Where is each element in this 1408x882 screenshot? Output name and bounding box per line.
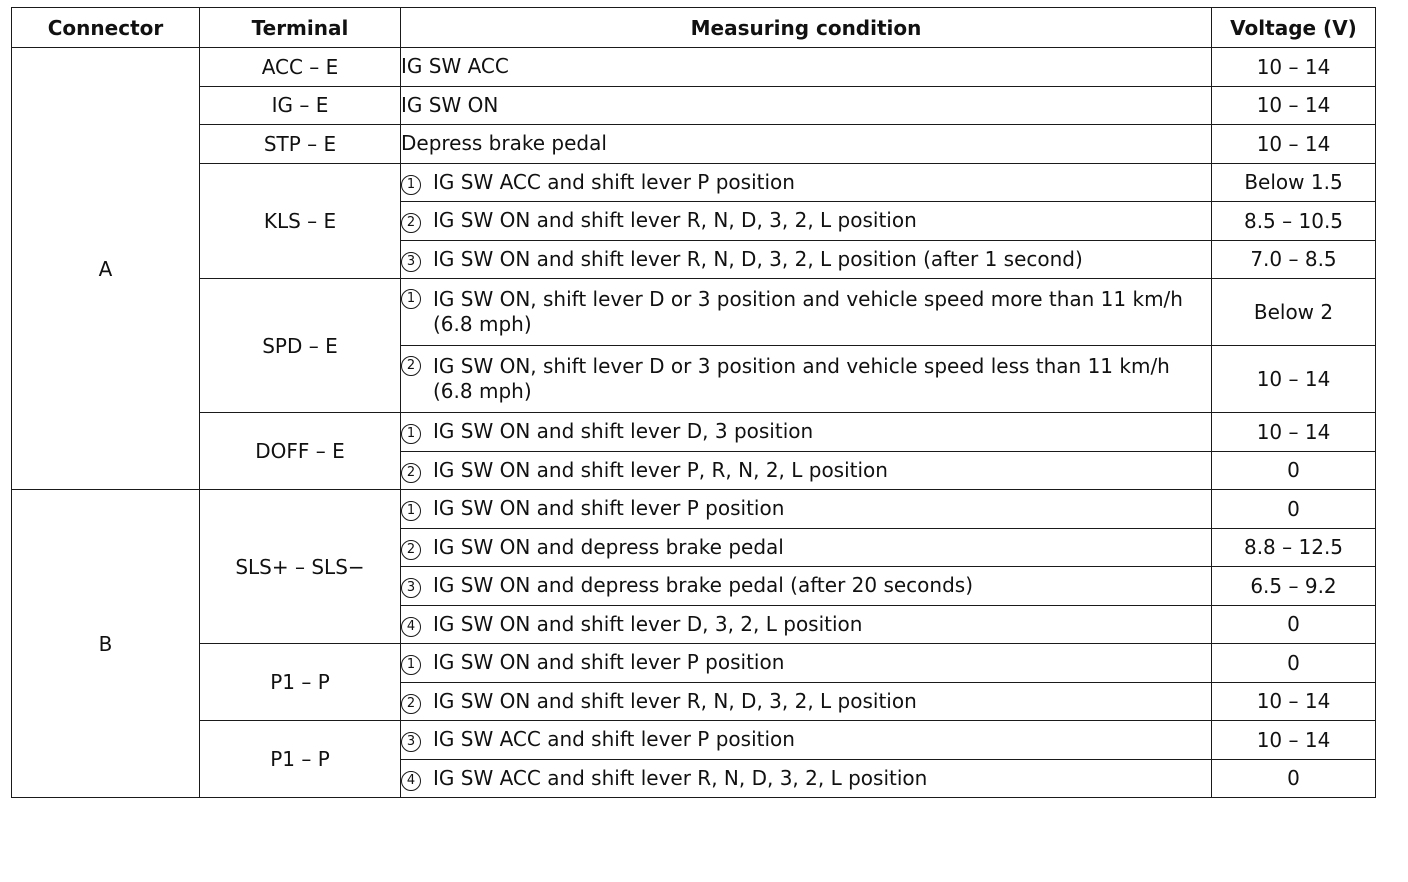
circled-number-icon: 1 [401, 655, 421, 675]
condition-text: IG SW ON, shift lever D or 3 position and vehicle speed less than 11 km/h (6.8 mph) [433, 354, 1170, 403]
terminal-spd: SPD – E [200, 279, 401, 413]
header-condition: Measuring condition [401, 8, 1212, 48]
voltage-cell: 10 – 14 [1212, 125, 1376, 164]
condition-text: IG SW ON and shift lever D, 3, 2, L position [433, 611, 863, 636]
terminal-p1-p-acc: P1 – P [200, 721, 401, 798]
circled-number-icon: 2 [401, 213, 421, 233]
circled-number-icon: 1 [401, 501, 421, 521]
terminal-ig: IG – E [200, 86, 401, 125]
voltage-cell: 6.5 – 9.2 [1212, 567, 1376, 606]
terminal-p1-p: P1 – P [200, 644, 401, 721]
condition-text: IG SW ON, shift lever D or 3 position and vehicle speed more than 11 km/h (6.8 mph) [433, 287, 1183, 336]
condition-cell [401, 490, 1212, 529]
condition-cell [401, 721, 1212, 760]
condition-cell [401, 759, 1212, 798]
table-row [12, 125, 1376, 164]
circled-number-icon: 3 [401, 732, 421, 752]
condition-text: IG SW ON and depress brake pedal (after 20 seconds) [433, 573, 974, 598]
condition-cell [401, 125, 1212, 164]
circled-number-icon: 1 [401, 289, 421, 309]
condition-cell [401, 346, 1212, 413]
condition-cell [401, 163, 1212, 202]
circled-number-icon: 3 [401, 578, 421, 598]
condition-cell [401, 240, 1212, 279]
header-connector: Connector [12, 8, 200, 48]
condition-cell [401, 682, 1212, 721]
table-row [12, 86, 1376, 125]
circled-number-icon: 1 [401, 424, 421, 444]
circled-number-icon: 4 [401, 617, 421, 637]
condition-cell [401, 605, 1212, 644]
voltage-cell: 0 [1212, 605, 1376, 644]
condition-text: IG SW ON and shift lever P position [433, 650, 785, 675]
voltage-cell: 0 [1212, 644, 1376, 683]
condition-cell [401, 48, 1212, 87]
voltage-cell: 10 – 14 [1212, 48, 1376, 87]
voltage-cell: 10 – 14 [1212, 413, 1376, 452]
header-voltage: Voltage (V) [1212, 8, 1376, 48]
condition-text: Depress brake pedal [401, 131, 607, 156]
terminal-sls: SLS+ – SLS− [200, 490, 401, 644]
condition-text: IG SW ON [401, 92, 499, 117]
condition-text: IG SW ON and shift lever P position [433, 496, 785, 521]
terminal-kls: KLS – E [200, 163, 401, 279]
voltage-cell: Below 1.5 [1212, 163, 1376, 202]
condition-text: IG SW ACC [401, 54, 509, 79]
voltage-cell: 10 – 14 [1212, 86, 1376, 125]
condition-text: IG SW ON and shift lever P, R, N, 2, L position [433, 457, 888, 482]
table-row [12, 279, 1376, 346]
condition-text: IG SW ON and shift lever R, N, D, 3, 2, L position [433, 208, 917, 233]
voltage-cell: 0 [1212, 451, 1376, 490]
condition-cell [401, 86, 1212, 125]
voltage-cell: Below 2 [1212, 279, 1376, 346]
voltage-cell: 8.5 – 10.5 [1212, 202, 1376, 241]
voltage-cell: 0 [1212, 759, 1376, 798]
condition-cell [401, 279, 1212, 346]
table-row [12, 644, 1376, 683]
connector-b: B [12, 490, 200, 798]
circled-number-icon: 2 [401, 540, 421, 560]
condition-text: IG SW ON and shift lever R, N, D, 3, 2, L position (after 1 second) [433, 246, 1083, 271]
circled-number-icon: 2 [401, 463, 421, 483]
circled-number-icon: 3 [401, 252, 421, 272]
table-row [12, 48, 1376, 87]
table-row [12, 413, 1376, 452]
voltage-cell: 8.8 – 12.5 [1212, 528, 1376, 567]
condition-text: IG SW ACC and shift lever P position [433, 169, 795, 194]
condition-text: IG SW ON and shift lever D, 3 position [433, 419, 814, 444]
header-terminal: Terminal [200, 8, 401, 48]
condition-cell [401, 202, 1212, 241]
terminal-stp: STP – E [200, 125, 401, 164]
circled-number-icon: 4 [401, 771, 421, 791]
terminal-doff: DOFF – E [200, 413, 401, 490]
voltage-cell: 10 – 14 [1212, 682, 1376, 721]
voltage-cell: 10 – 14 [1212, 346, 1376, 413]
table-row [12, 490, 1376, 529]
condition-text: IG SW ON and depress brake pedal [433, 534, 784, 559]
condition-cell [401, 644, 1212, 683]
condition-cell [401, 451, 1212, 490]
voltage-cell: 10 – 14 [1212, 721, 1376, 760]
connector-a: A [12, 48, 200, 490]
condition-cell [401, 567, 1212, 606]
voltage-cell: 0 [1212, 490, 1376, 529]
condition-text: IG SW ACC and shift lever P position [433, 727, 795, 752]
circled-number-icon: 1 [401, 175, 421, 195]
circled-number-icon: 2 [401, 694, 421, 714]
circled-number-icon: 2 [401, 356, 421, 376]
header-row [12, 8, 1376, 48]
condition-cell [401, 528, 1212, 567]
condition-text: IG SW ON and shift lever R, N, D, 3, 2, L position [433, 688, 917, 713]
table-row [12, 163, 1376, 202]
voltage-spec-table [11, 7, 1376, 798]
terminal-acc: ACC – E [200, 48, 401, 87]
condition-cell [401, 413, 1212, 452]
condition-text: IG SW ACC and shift lever R, N, D, 3, 2, L position [433, 765, 928, 790]
voltage-cell: 7.0 – 8.5 [1212, 240, 1376, 279]
table-row [12, 721, 1376, 760]
